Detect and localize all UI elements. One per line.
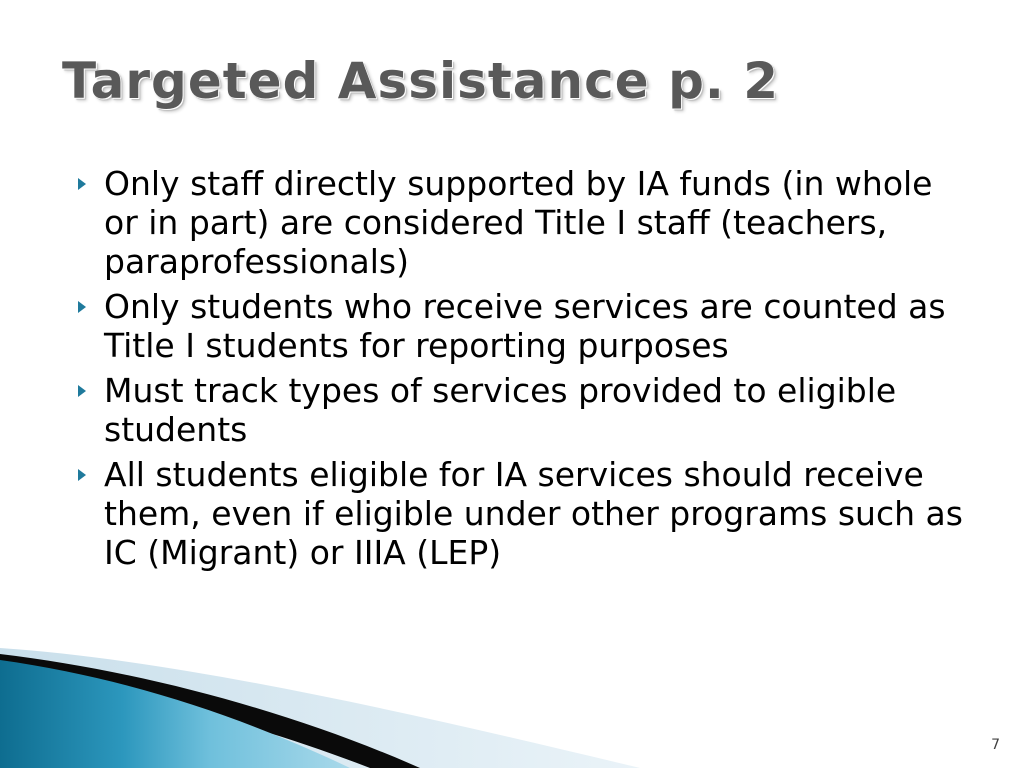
- triangle-right-icon: [78, 469, 86, 481]
- triangle-right-icon: [78, 178, 86, 190]
- bullet-item-students: [72, 287, 972, 365]
- triangle-right-icon: [78, 385, 86, 397]
- bullet-list: [72, 164, 972, 578]
- bullet-text: Only students who receive services are counted as Title I students for reporting purposes: [104, 287, 946, 365]
- bullet-text: Must track types of services provided to eligible students: [104, 371, 897, 449]
- bullet-text: All students eligible for IA services should receive them, even if eligible under other programs such as IC (Migrant) or IIIA (LEP): [104, 455, 963, 572]
- slide-title: Targeted Assistance p. 2: [62, 52, 780, 110]
- page-number: 7: [991, 737, 1000, 753]
- bullet-item-eligibility: [72, 455, 972, 572]
- bullet-item-staff: [72, 164, 972, 281]
- bullet-item-track-services: [72, 371, 972, 449]
- triangle-right-icon: [78, 301, 86, 313]
- bullet-text: Only staff directly supported by IA funds (in whole or in part) are considered Title I staff (teachers, paraprofessionals): [104, 164, 933, 281]
